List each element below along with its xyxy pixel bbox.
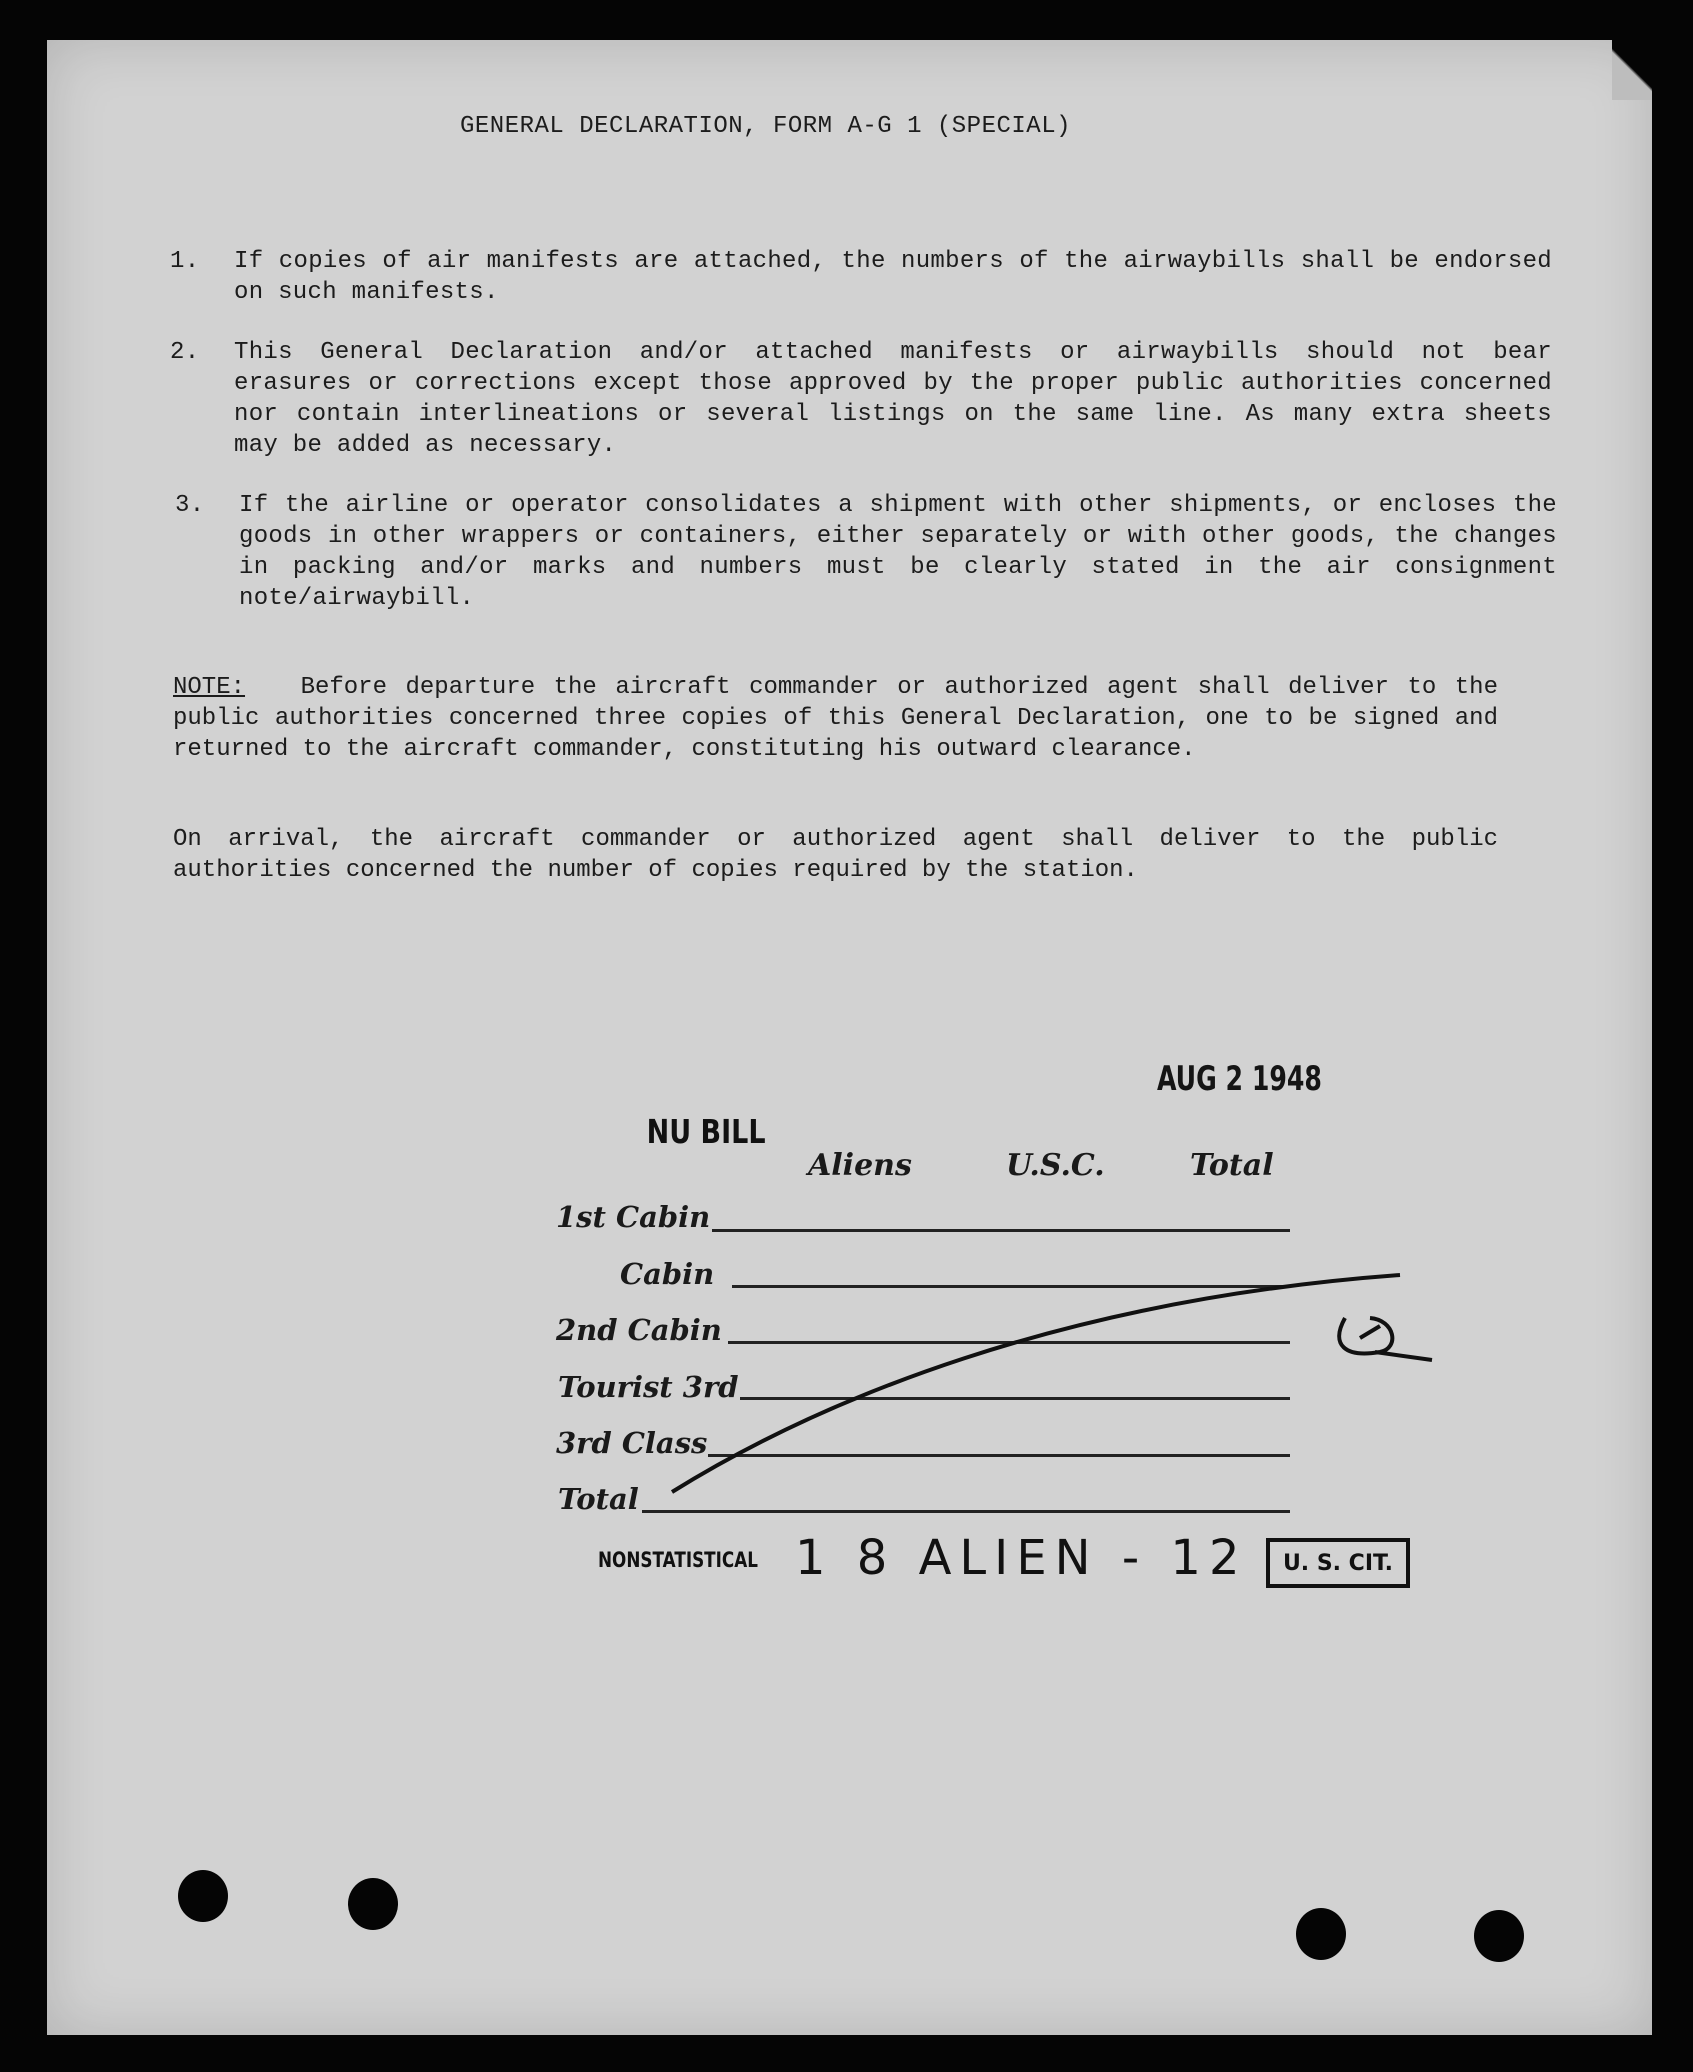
circled-mark (1339, 1318, 1432, 1360)
row-1st-cabin: 1st Cabin (556, 1200, 711, 1234)
item-number: 3. (175, 492, 205, 519)
us-cit-stamp: U. S. CIT. (1266, 1538, 1410, 1588)
punch-hole (1474, 1910, 1524, 1962)
item-text: This General Declaration and/or attached manifests or airwaybills should not bear erasures or corrections except those approved by the proper public authorities concerned nor contain interlineations or several listings on the same line. As many extra sheets may be added as necessary. (234, 339, 1552, 459)
punch-hole (1296, 1908, 1346, 1960)
item-text: If the airline or operator consolidates a shipment with other shipments, or encloses the goods in other wrappers or containers, either separately or with other goods, the changes in packing and/or marks and numbers must be clearly stated in the air consignment note/airwaybill. (239, 492, 1557, 612)
punch-hole (178, 1870, 228, 1922)
arrival-paragraph: On arrival, the aircraft commander or authorized agent shall deliver to the public authorities concerned the number of copies required by the station. (173, 826, 1498, 884)
row-cabin: Cabin (620, 1257, 715, 1291)
row-total: Total (558, 1482, 639, 1516)
nu-bill-stamp: NU BILL (646, 1113, 766, 1152)
item-number: 1. (170, 248, 200, 275)
note-label: NOTE: (173, 674, 246, 701)
handwritten-count: 1 8 ALIEN - 12 (795, 1530, 1248, 1586)
column-aliens: Aliens (808, 1148, 912, 1183)
row-3rd-class: 3rd Class (556, 1426, 708, 1460)
row-tourist-3rd: Tourist 3rd (558, 1370, 739, 1404)
punch-hole (348, 1878, 398, 1930)
note-text: Before departure the aircraft commander or authorized agent shall deliver to the public authorities concerned three copies of this General Declaration, one to be signed and returned to the aircraft commander, constituting his outward clearance. (173, 674, 1498, 763)
column-total: Total (1190, 1148, 1274, 1183)
nonstatistical-stamp: NONSTATISTICAL (598, 1548, 758, 1572)
item-number: 2. (170, 339, 200, 366)
item-text: If copies of air manifests are attached, the numbers of the airwaybills shall be endorsed on such manifests. (234, 248, 1552, 306)
strike-through-line (672, 1275, 1400, 1492)
row-2nd-cabin: 2nd Cabin (556, 1313, 722, 1347)
form-title: GENERAL DECLARATION, FORM A-G 1 (SPECIAL) (460, 113, 1071, 140)
date-stamp: AUG 2 1948 (1157, 1058, 1322, 1099)
column-usc: U.S.C. (1006, 1148, 1105, 1183)
